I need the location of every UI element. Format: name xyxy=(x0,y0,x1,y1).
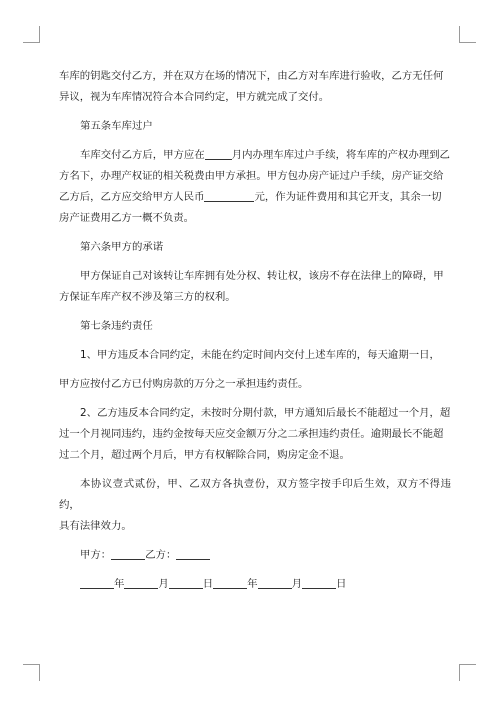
corner-mark-top-right xyxy=(459,42,476,43)
text-line: 具有法律效力。 xyxy=(59,520,132,532)
text-line: 车库交付乙方后，甲方应在 月内办理车库过户手续，将车库的产权办理到乙 xyxy=(80,149,450,161)
text-line: 方保证车库产权不涉及第三方的权利。 xyxy=(59,291,236,303)
blank-field[interactable] xyxy=(302,577,336,589)
text-line: 1、甲方违反本合同约定，未能在约定时间内交付上述车库的，每天逾期一日， xyxy=(80,349,440,361)
text-line: 乙方后，乙方应交给甲方人民币 元，作为证件费用和其它开支，其余一切 xyxy=(59,191,442,203)
article-title: 第六条甲方的承诺 xyxy=(80,241,164,253)
text-line: 房产证费用乙方一概不负责。 xyxy=(59,212,195,224)
corner-mark-bottom-right xyxy=(459,664,476,665)
text-line: 过一个月视同违约，违约金按每天应交金额万分之二承担违约责任。逾期最长不能超 xyxy=(59,428,444,440)
text-line: 甲方保证自己对该转让车库拥有处分权、转让权，该房不存在法律上的障碍，甲 xyxy=(80,270,444,282)
corner-mark-bottom-left xyxy=(23,664,40,665)
corner-mark-top-right xyxy=(459,26,460,43)
blank-field[interactable] xyxy=(258,577,292,589)
corner-mark-top-left xyxy=(39,26,40,43)
date-line: 年 月 日 年 月 日 xyxy=(59,574,451,595)
text-line: 方名下，办理产权证的相关税费由甲方承担。甲方包办房产证过户手续，房产证交给 xyxy=(59,170,444,182)
text-line: 甲方应按付乙方已付购房款的万分之一承担违约责任。 xyxy=(59,378,309,390)
blank-field[interactable] xyxy=(176,548,210,560)
corner-mark-bottom-right xyxy=(459,664,460,681)
text-line: 过二个月，超过两个月后，甲方有权解除合同，购房定金不退。 xyxy=(59,449,350,461)
blank-field[interactable] xyxy=(169,577,203,589)
blank-field[interactable] xyxy=(124,577,158,589)
corner-mark-bottom-left xyxy=(39,664,40,681)
blank-field[interactable] xyxy=(111,548,145,560)
document-body xyxy=(59,66,451,595)
text-line: 车库的钥匙交付乙方，并在双方在场的情况下，由乙方对车库进行验收，乙方无任何 xyxy=(59,70,444,82)
article-title: 第七条违约责任 xyxy=(80,320,153,332)
signature-line: 甲方： 乙方： xyxy=(59,545,451,566)
corner-mark-top-left xyxy=(23,42,40,43)
text-line: 异议，视为车库情况符合本合同约定，甲方就完成了交付。 xyxy=(59,91,330,103)
text-line: 本协议壹式贰份，甲、乙双方各执壹份，双方签字按手印后生效，双方不得违约， xyxy=(59,478,451,511)
blank-field[interactable] xyxy=(204,190,254,202)
blank-field[interactable] xyxy=(205,148,232,160)
blank-field[interactable] xyxy=(80,577,114,589)
blank-field[interactable] xyxy=(213,577,247,589)
text-line: 2、乙方违反本合同约定，未按时分期付款，甲方通知后最长不能超过一个月，超 xyxy=(80,407,451,419)
article-title: 第五条车库过户 xyxy=(80,120,153,132)
